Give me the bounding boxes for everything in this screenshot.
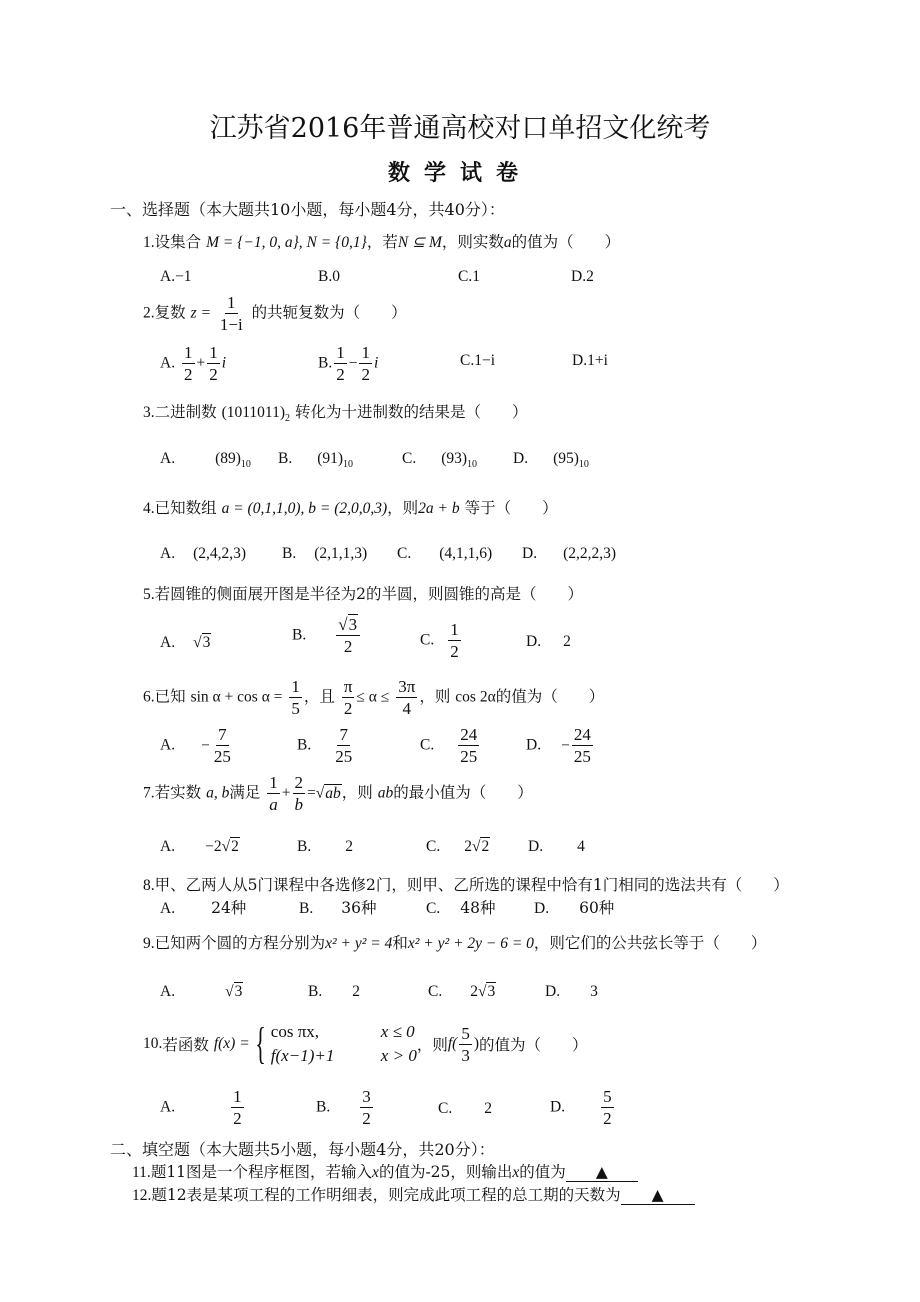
math-expression: a bbox=[503, 234, 512, 251]
question-4: 4.已知数组 a = (0,1,1,0), b = (2,0,0,3)，则2a + b 等于（ ） bbox=[143, 499, 558, 517]
option-c: C.1−i bbox=[460, 352, 496, 369]
question-text: 设集合 bbox=[154, 233, 202, 251]
option-c: C. $(93)_{10}$ bbox=[402, 450, 478, 471]
option-c: C. 2√3 bbox=[428, 983, 496, 1000]
math-expression: M = {−1, 0, a}, N = {0,1} bbox=[206, 234, 367, 251]
question-6: 6.已知 sin α + cos α = $\frac{1}{5}$ ，且 $\frac{\pi}{2}$ ≤ α ≤ $\frac{3\pi}{4}$ ，则 cos 2α的值为（ ） bbox=[143, 677, 605, 718]
option-c: C. 48种 bbox=[426, 899, 496, 917]
option-d: D. 60种 bbox=[534, 899, 615, 917]
section-heading-choice: 一、选择题（本大题共10小题，每小题4分，共40分）： bbox=[110, 200, 505, 219]
option-d: D. 4 bbox=[528, 838, 585, 855]
option-b: B. 2 bbox=[297, 838, 353, 855]
option-d: D. 2 bbox=[526, 633, 571, 650]
question-3: 3.二进制数 $(1011011)_2$ 转化为十进制数的结果是（ ） bbox=[143, 403, 528, 425]
question-number: 2. bbox=[143, 304, 155, 322]
option-c: C. $\frac{1}{2}$ bbox=[420, 620, 459, 661]
option-b: B. (2,1,1,3) bbox=[282, 545, 368, 562]
question-5: 5.若圆锥的侧面展开图是半径为2的半圆，则圆锥的高是（ ） bbox=[143, 585, 583, 603]
option-c: C.1 bbox=[458, 268, 480, 285]
section-heading-fill-in: 二、填空题（本大题共5小题，每小题4分，共20分）： bbox=[110, 1140, 495, 1159]
option-b: B. $\frac{1}{2}$ − $\frac{1}{2}$ i bbox=[318, 343, 379, 384]
option-b: B. $\frac{7}{25}$ bbox=[297, 725, 353, 766]
option-a: A. √3 bbox=[160, 983, 243, 1000]
option-a: A. √3 bbox=[160, 634, 211, 651]
question-1 bbox=[143, 230, 620, 252]
question-text: ，则实数 bbox=[441, 233, 504, 251]
option-d: D. $\frac{5}{2}$ bbox=[550, 1087, 612, 1128]
option-d: D. − $\frac{24}{25}$ bbox=[526, 725, 591, 766]
option-b: B. 36种 bbox=[299, 899, 377, 917]
option-c: C. (4,1,1,6) bbox=[397, 545, 493, 562]
option-b: B. 2 bbox=[308, 983, 360, 1000]
option-c: C. $\frac{24}{25}$ bbox=[420, 725, 478, 766]
option-d: D.2 bbox=[571, 268, 594, 285]
math-expression: z = bbox=[190, 304, 211, 322]
question-number: 1. bbox=[143, 234, 155, 251]
option-c: C. 2√2 bbox=[426, 838, 490, 855]
option-b: B.0 bbox=[318, 268, 340, 285]
piecewise-function: cos πx, x ≤ 0 f(x−1)+1 x > 0 bbox=[270, 1022, 417, 1065]
option-d: D.1+i bbox=[572, 352, 608, 369]
option-b: B. $(91)_{10}$ bbox=[278, 450, 354, 471]
answer-blank[interactable]: ▲ bbox=[566, 1163, 638, 1182]
option-a: A.−1 bbox=[160, 268, 192, 285]
option-d: D. (2,2,2,3) bbox=[522, 545, 617, 562]
option-b: B. $\frac{√3}{2}$ bbox=[292, 614, 362, 657]
exam-title: 江苏省2016年普通高校对口单招文化统考 bbox=[209, 113, 711, 144]
option-b: B. $\frac{3}{2}$ bbox=[316, 1087, 371, 1128]
option-d: D. 3 bbox=[545, 983, 598, 1000]
option-a: A. 24种 bbox=[160, 899, 247, 917]
exam-subtitle: 数学试卷 bbox=[387, 160, 532, 186]
question-text: ，若 bbox=[366, 233, 398, 251]
question-9: 9.已知两个圆的方程分别为x² + y² = 4和x² + y² + 2y − 6 = 0，则它们的公共弦长等于（ ） bbox=[143, 934, 767, 952]
option-d: D. $(95)_{10}$ bbox=[513, 450, 589, 471]
option-a: A. − $\frac{7}{25}$ bbox=[160, 725, 231, 766]
option-a: A. (2,4,2,3) bbox=[160, 545, 247, 562]
question-12: 12.题12表是某项工程的工作明细表，则完成此项工程的总工期的天数为 ▲ bbox=[132, 1183, 695, 1205]
question-2 bbox=[143, 292, 407, 335]
question-text: 的共轭复数为（ ） bbox=[251, 303, 407, 322]
question-7: 7.若实数 a, b满足 $\frac{1}{a}$ + $\frac{2}{b}$ =√ab，则 ab的最小值为（ ） bbox=[143, 773, 533, 814]
option-a: A. $\frac{1}{2}$ bbox=[160, 1087, 242, 1128]
answer-blank[interactable]: ▲ bbox=[621, 1186, 695, 1205]
option-a: A. $(89)_{10}$ bbox=[160, 450, 251, 471]
option-c: C. 2 bbox=[438, 1100, 492, 1117]
question-text: 的值为（ ） bbox=[511, 233, 621, 251]
question-10: 10.若函数 f(x) = { cos πx, x ≤ 0 f(x−1)+1 x > 0 ，则f( $\frac{5}{3}$ )的值为（ ） bbox=[143, 1019, 588, 1068]
fraction: $\frac{1}{1-i}$ bbox=[219, 293, 243, 334]
question-8: 8.甲、乙两人从5门课程中各选修2门，则甲、乙所选的课程中恰有1门相同的选法共有（ ） bbox=[143, 876, 789, 894]
option-a: A. −2√2 bbox=[160, 838, 239, 855]
option-a: A. $\frac{1}{2}$ + $\frac{1}{2}$ i bbox=[160, 343, 227, 384]
math-expression: N ⊆ M bbox=[397, 234, 442, 251]
question-text: 复数 bbox=[154, 303, 186, 322]
question-11: 11.题11图是一个程序框图，若输入x的值为-25，则输出x的值为 ▲ bbox=[132, 1160, 638, 1182]
